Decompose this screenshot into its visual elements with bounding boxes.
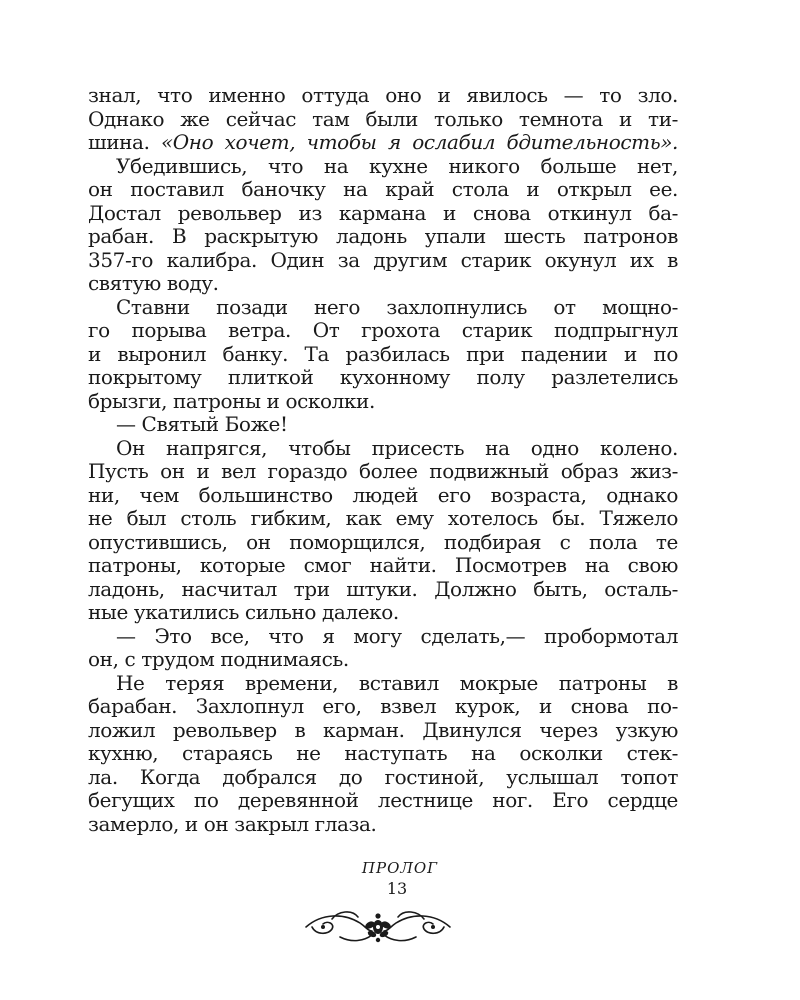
text-line: Ставни позади него захлопнулись от мощно- bbox=[116, 294, 678, 319]
page-footer bbox=[0, 858, 800, 900]
text-line: он, с трудом поднимаясь. bbox=[88, 647, 349, 671]
text-line: Он напрягся, чтобы присесть на одно колено. bbox=[116, 435, 678, 460]
text-line: го порыва ветра. От грохота старик подпрыгнул bbox=[88, 318, 678, 342]
text-line: Достал револьвер из кармана и снова откинул ба- bbox=[88, 200, 678, 225]
text-fragment: шина. bbox=[88, 130, 161, 154]
body-text bbox=[88, 84, 678, 836]
text-line: Не теряя времени, вставил мокрые патроны в bbox=[116, 670, 678, 695]
text-line: опустившись, он поморщился, подбирая с пола те bbox=[88, 529, 678, 554]
text-line: — Святый Боже! bbox=[116, 412, 288, 436]
text-line: ни, чем большинство людей его возраста, однако bbox=[88, 482, 678, 507]
text-line: замерло, и он закрыл глаза. bbox=[88, 811, 377, 836]
text-line: ла. Когда добрался до гостиной, услышал топот bbox=[88, 764, 678, 789]
text-line: святую воду. bbox=[88, 271, 219, 295]
text-line: Однако же сейчас там были только темнота и ти- bbox=[88, 106, 678, 131]
text-line: патроны, которые смог найти. Посмотрев на свою bbox=[88, 553, 678, 577]
text-line: ложил револьвер в карман. Двинулся через узкую bbox=[88, 717, 678, 742]
page-number: 13 bbox=[386, 879, 408, 898]
flourish-ornament-icon bbox=[302, 905, 454, 947]
text-line: Пусть он и вел гораздо более подвижный образ жиз- bbox=[88, 459, 678, 483]
text-line: — Это все, что я могу сделать,— пробормотал bbox=[116, 623, 678, 648]
text-line: ладонь, насчитал три штуки. Должно быть, осталь- bbox=[88, 576, 678, 601]
running-title: ПРОЛОГ bbox=[361, 859, 439, 877]
text-line: знал, что именно оттуда оно и явилось — то зло. bbox=[88, 83, 678, 107]
text-line: 357-го калибра. Один за другим старик окунул их в bbox=[88, 247, 678, 272]
text-line: он поставил баночку на край стола и открыл ее. bbox=[88, 177, 678, 201]
text-line: барабан. Захлопнул его, взвел курок, и снова по- bbox=[88, 694, 678, 718]
text-line: не был столь гибким, как ему хотелось бы. Тяжело bbox=[88, 506, 678, 530]
text-line: и выронил банку. Та разбилась при падении и по bbox=[88, 341, 678, 366]
text-line: ные укатились сильно далеко. bbox=[88, 600, 399, 624]
text-line: рабан. В раскрытую ладонь упали шесть патронов bbox=[88, 224, 678, 248]
text-line: покрытому плиткой кухонному полу разлетелись bbox=[88, 365, 678, 389]
text-line: брызги, патроны и осколки. bbox=[88, 388, 375, 413]
text-line: кухню, стараясь не наступать на осколки стек- bbox=[88, 741, 678, 765]
text-line: бегущих по деревянной лестнице ног. Его сердце bbox=[88, 788, 678, 812]
italic-quote: «Оно хочет, чтобы я ослабил бдительность». bbox=[160, 130, 679, 154]
text-line: Убедившись, что на кухне никого больше нет, bbox=[116, 153, 678, 178]
text-line bbox=[88, 131, 678, 155]
